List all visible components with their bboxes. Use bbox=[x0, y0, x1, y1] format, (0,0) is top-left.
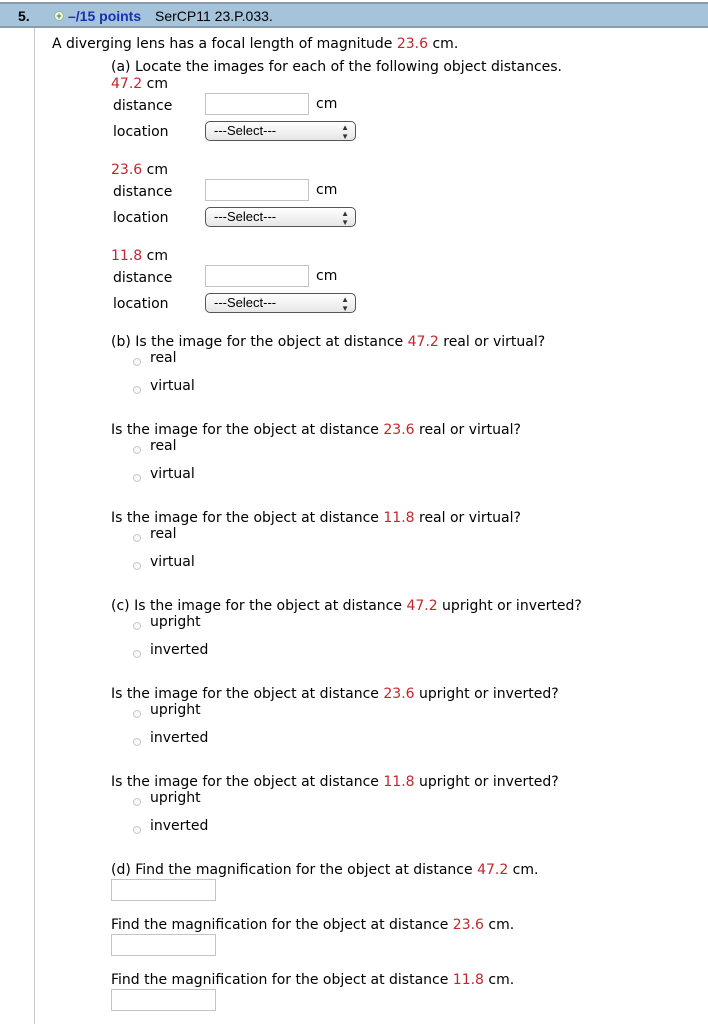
expand-plus-icon[interactable]: + bbox=[54, 11, 64, 21]
option-label: virtual bbox=[150, 378, 195, 394]
part-d-question: Find the magnification for the object at distance 23.6 cm. bbox=[111, 917, 515, 933]
unit-label: cm bbox=[316, 182, 338, 198]
radio-virtual[interactable] bbox=[133, 386, 141, 394]
left-divider bbox=[34, 28, 35, 1024]
unit-label: cm bbox=[316, 268, 338, 284]
distance-label: distance bbox=[113, 98, 173, 114]
option-label: virtual bbox=[150, 466, 195, 482]
select-arrows-icon: ▲ ▼ bbox=[341, 295, 349, 313]
option-label: inverted bbox=[150, 642, 209, 658]
focal-length-value: 23.6 bbox=[396, 36, 429, 52]
part-b-question: Is the image for the object at distance 11.8 real or virtual? bbox=[111, 510, 521, 526]
part-c-question: (c) Is the image for the object at distance 47.2 upright or inverted? bbox=[111, 598, 582, 614]
part-b-question: (b) Is the image for the object at distance 47.2 real or virtual? bbox=[111, 334, 546, 350]
location-label: location bbox=[113, 210, 169, 226]
option-label: inverted bbox=[150, 818, 209, 834]
part-a-prompt: (a) Locate the images for each of the following object distances. bbox=[111, 59, 563, 75]
distance-input-47-2[interactable] bbox=[205, 93, 309, 115]
radio-inverted[interactable] bbox=[133, 650, 141, 658]
radio-virtual[interactable] bbox=[133, 562, 141, 570]
location-select-47-2[interactable]: ---Select--- ▲ ▼ bbox=[205, 121, 356, 141]
magnification-input-23-6[interactable] bbox=[111, 934, 216, 956]
radio-real[interactable] bbox=[133, 446, 141, 454]
problem-statement: A diverging lens has a focal length of magnitude 23.6 cm. bbox=[52, 36, 459, 52]
question-number: 5. bbox=[18, 8, 30, 24]
option-label: real bbox=[150, 438, 177, 454]
location-label: location bbox=[113, 296, 169, 312]
object-distance-heading: 11.8 cm bbox=[111, 248, 168, 264]
location-label: location bbox=[113, 124, 169, 140]
part-d-question: (d) Find the magnification for the object at distance 47.2 cm. bbox=[111, 862, 539, 878]
radio-virtual[interactable] bbox=[133, 474, 141, 482]
part-c-question: Is the image for the object at distance 11.8 upright or inverted? bbox=[111, 774, 559, 790]
radio-upright[interactable] bbox=[133, 622, 141, 630]
magnification-input-11-8[interactable] bbox=[111, 989, 216, 1011]
radio-upright[interactable] bbox=[133, 798, 141, 806]
magnification-input-47-2[interactable] bbox=[111, 879, 216, 901]
option-label: upright bbox=[150, 790, 201, 806]
distance-label: distance bbox=[113, 270, 173, 286]
part-b-question: Is the image for the object at distance 23.6 real or virtual? bbox=[111, 422, 521, 438]
select-arrows-icon: ▲ ▼ bbox=[341, 209, 349, 227]
location-select-11-8[interactable]: ---Select--- ▲ ▼ bbox=[205, 293, 356, 313]
option-label: inverted bbox=[150, 730, 209, 746]
option-label: upright bbox=[150, 614, 201, 630]
problem-code: SerCP11 23.P.033. bbox=[155, 8, 273, 24]
radio-real[interactable] bbox=[133, 534, 141, 542]
option-label: upright bbox=[150, 702, 201, 718]
unit-label: cm bbox=[316, 96, 338, 112]
object-distance-heading: 23.6 cm bbox=[111, 162, 168, 178]
distance-label: distance bbox=[113, 184, 173, 200]
location-select-23-6[interactable]: ---Select--- ▲ ▼ bbox=[205, 207, 356, 227]
select-arrows-icon: ▲ ▼ bbox=[341, 123, 349, 141]
option-label: real bbox=[150, 350, 177, 366]
part-d-question: Find the magnification for the object at distance 11.8 cm. bbox=[111, 972, 515, 988]
radio-upright[interactable] bbox=[133, 710, 141, 718]
object-distance-heading: 47.2 cm bbox=[111, 76, 168, 92]
points-link[interactable]: –/15 points bbox=[68, 8, 142, 24]
radio-inverted[interactable] bbox=[133, 826, 141, 834]
radio-inverted[interactable] bbox=[133, 738, 141, 746]
distance-input-11-8[interactable] bbox=[205, 265, 309, 287]
option-label: virtual bbox=[150, 554, 195, 570]
part-c-question: Is the image for the object at distance 23.6 upright or inverted? bbox=[111, 686, 559, 702]
radio-real[interactable] bbox=[133, 358, 141, 366]
question-header bbox=[0, 2, 708, 28]
distance-input-23-6[interactable] bbox=[205, 179, 309, 201]
option-label: real bbox=[150, 526, 177, 542]
